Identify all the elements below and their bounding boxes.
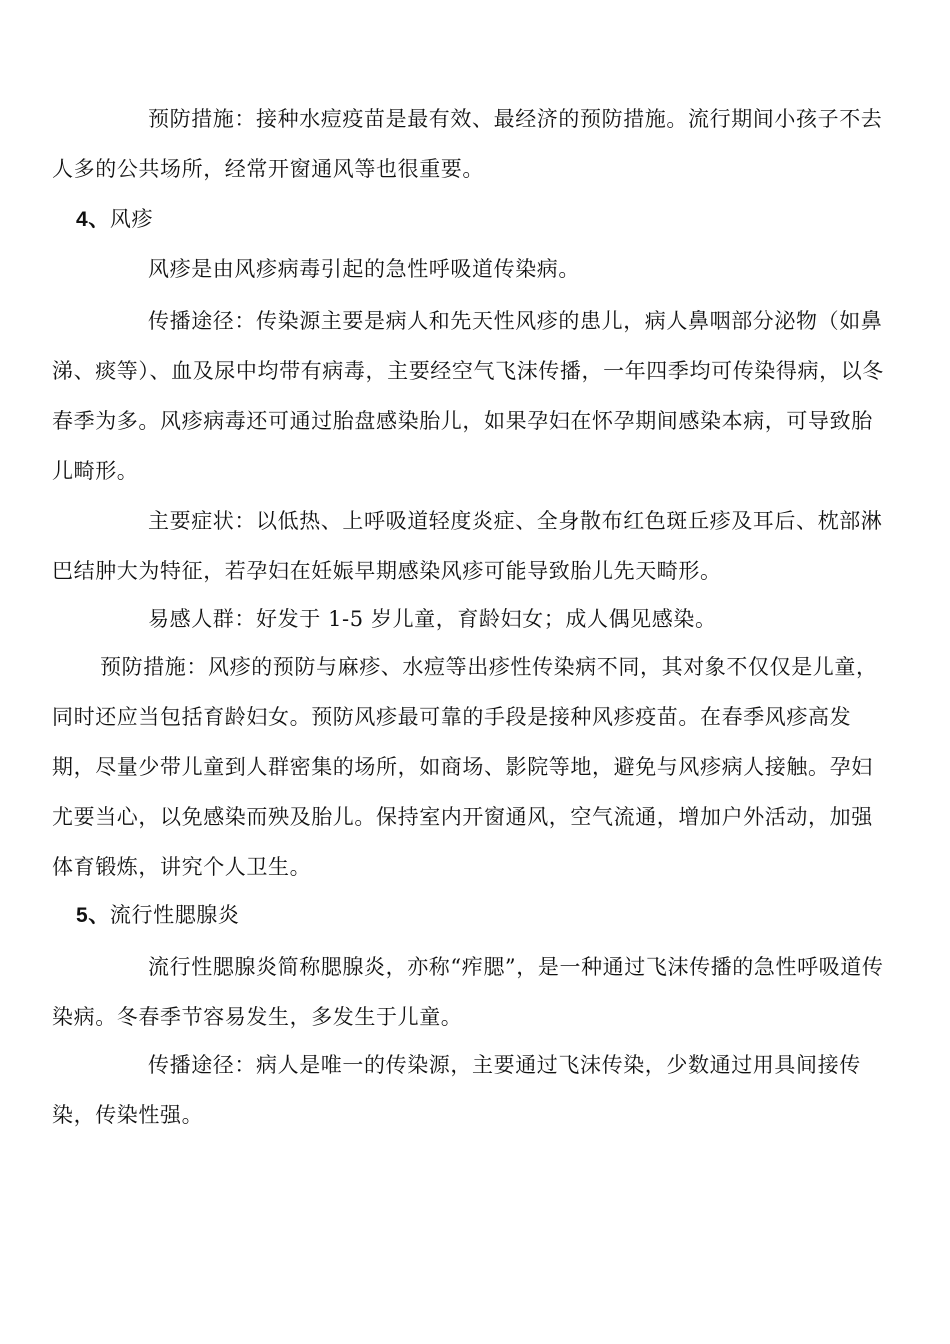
paragraph-rubella-prevention: 预防措施：风疹的预防与麻疹、水痘等出疹性传染病不同，其对象不仅仅是儿童，同时还应当包括育龄妇女。预防风疹最可靠的手段是接种风疹疫苗。在春季风疹高发期，尽量少带儿童到人群密集的场所，如商场、影院等地，避免与风疹病人接触。孕妇尤要当心，以免感染而殃及胎儿。保持室内开窗通风，空气流通，增加户外活动，加强体育锻炼，讲究个人卫生。 bbox=[52, 655, 878, 879]
paragraph-prevention-varicella: 预防措施：接种水痘疫苗是最有效、最经济的预防措施。流行期间小孩子不去人多的公共场所，经常开窗通风等也很重要。 bbox=[52, 107, 883, 181]
paragraph-rubella-transmission: 传播途径：传染源主要是病人和先天性风疹的患儿，病人鼻咽部分泌物（如鼻涕、痰等）、血及尿中均带有病毒，主要经空气飞沫传播，一年四季均可传染得病，以冬春季为多。风疹病毒还可通过胎盘感染胎儿，如果孕妇在怀孕期间感染本病，可导致胎儿畸形。 bbox=[52, 309, 884, 483]
section-title: 风疹 bbox=[109, 207, 154, 231]
section-number: 4、 bbox=[76, 208, 110, 231]
paragraph-mumps-intro: 流行性腮腺炎简称腮腺炎，亦称“痄腮”，是一种通过飞沫传播的急性呼吸道传染病。冬春季节容易发生，多发生于儿童。 bbox=[52, 955, 884, 1029]
section-title: 流行性腮腺炎 bbox=[109, 903, 240, 927]
section-heading-rubella bbox=[76, 194, 153, 245]
paragraph-mumps-transmission: 传播途径：病人是唯一的传染源，主要通过飞沫传染，少数通过用具间接传染，传染性强。 bbox=[52, 1053, 861, 1127]
paragraph-rubella-symptoms: 主要症状：以低热、上呼吸道轻度炎症、全身散布红色斑丘疹及耳后、枕部淋巴结肿大为特征，若孕妇在妊娠早期感染风疹可能导致胎儿先天畸形。 bbox=[52, 509, 883, 583]
section-heading-mumps bbox=[76, 890, 240, 941]
paragraph-rubella-susceptible: 易感人群：好发于 1-5 岁儿童，育龄妇女；成人偶见感染。 bbox=[148, 607, 717, 631]
paragraph-rubella-intro: 风疹是由风疹病毒引起的急性呼吸道传染病。 bbox=[148, 257, 580, 281]
section-number: 5、 bbox=[76, 904, 110, 927]
